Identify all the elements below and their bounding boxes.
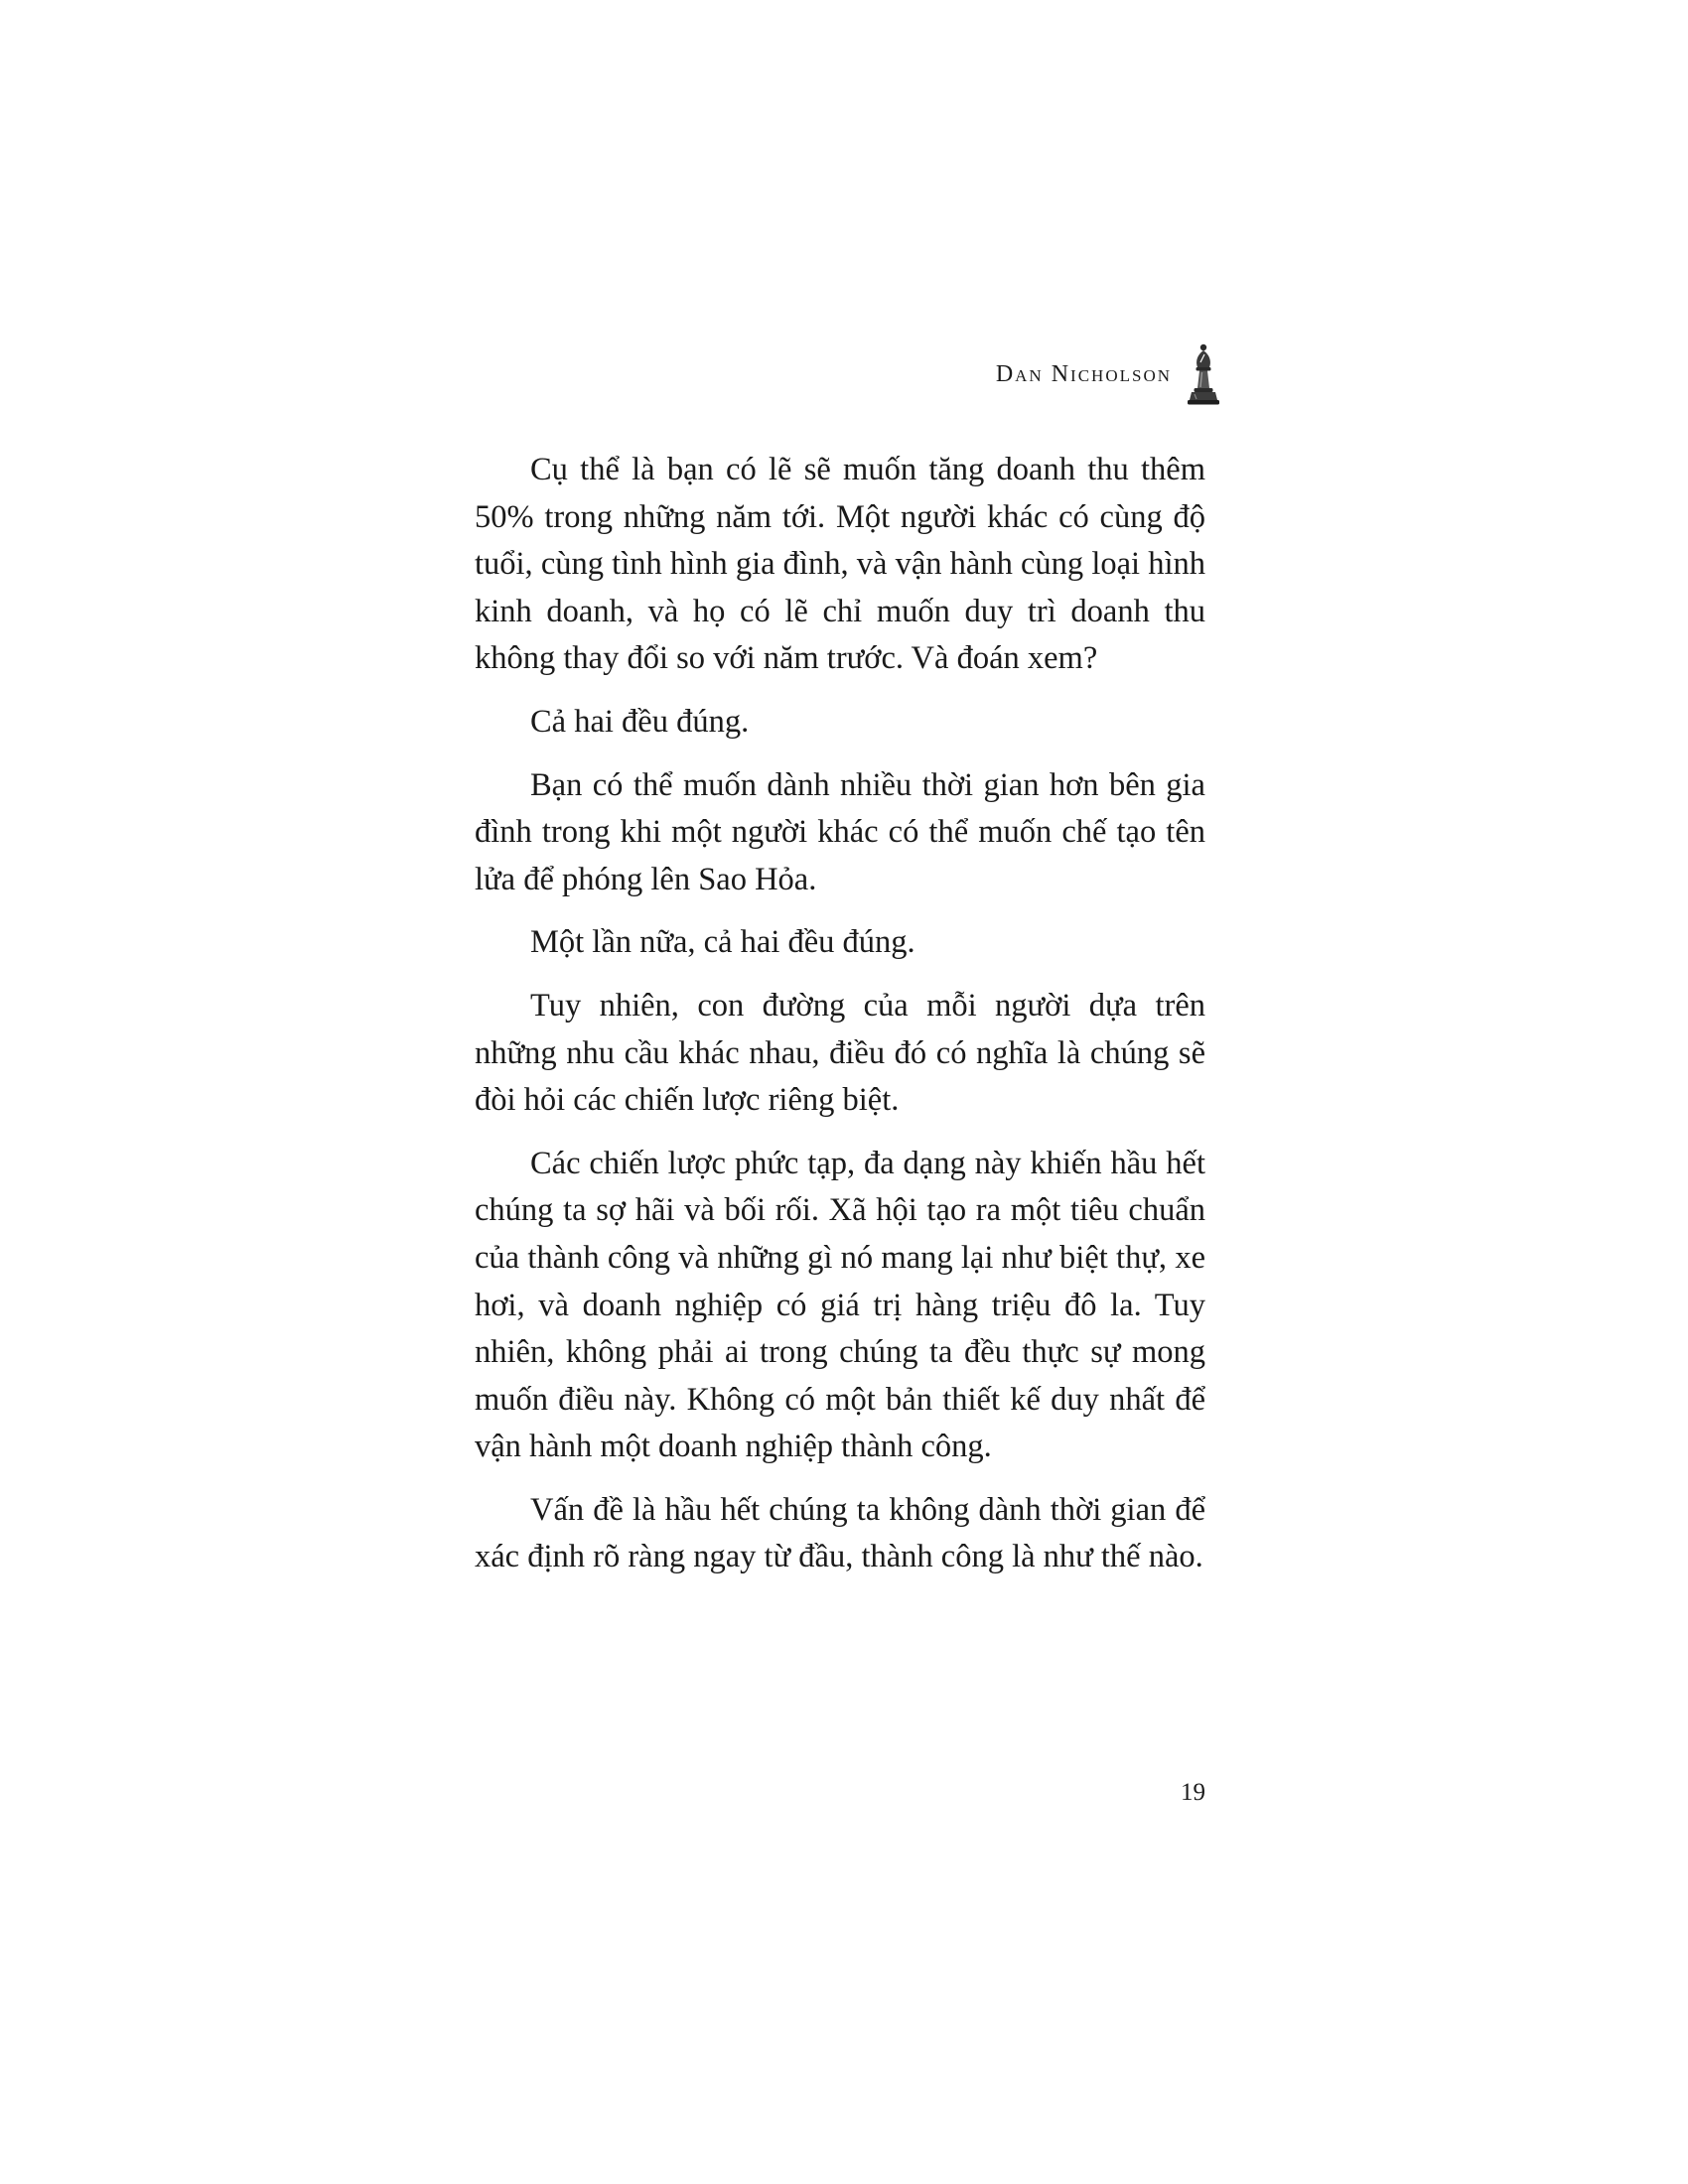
paragraph: Tuy nhiên, con đường của mỗi người dựa trên những nhu cầu khác nhau, điều đó có nghĩa là chúng sẽ đòi hỏi các chiến lược riêng biệt. bbox=[475, 987, 1205, 1119]
paragraph: Các chiến lược phức tạp, đa dạng này khiến hầu hết chúng ta sợ hãi và bối rối. Xã hội tạo ra một tiêu chuẩn của thành công và những gì nó mang lại như biệt thự, xe hơi, và doanh nghiệp có giá trị hàng triệu đô la. Tuy nhiên, không phải ai trong chúng ta đều thực sự mong muốn điều này. Không có một bản thiết kế duy nhất để vận hành một doanh nghiệp thành công. bbox=[475, 1145, 1205, 1465]
header-author: Dan Nicholson bbox=[995, 360, 1172, 387]
running-header bbox=[923, 340, 1221, 409]
paragraph: Vấn đề là hầu hết chúng ta không dành thời gian để xác định rõ ràng ngay từ đầu, thành công là như thế nào. bbox=[475, 1491, 1205, 1575]
page-number: 19 bbox=[1181, 1779, 1205, 1806]
chess-bishop-icon bbox=[1186, 342, 1221, 406]
paragraph: Cả hai đều đúng. bbox=[530, 703, 750, 740]
paragraph: Một lần nữa, cả hai đều đúng. bbox=[530, 924, 915, 961]
body-text bbox=[475, 447, 1205, 1597]
paragraph: Cụ thể là bạn có lẽ sẽ muốn tăng doanh thu thêm 50% trong những năm tới. Một người khác có cùng độ tuổi, cùng tình hình gia đình, và vận hành cùng loại hình kinh doanh, và họ có lẽ chỉ muốn duy trì doanh thu không thay đổi so với năm trước. Và đoán xem? bbox=[475, 452, 1205, 677]
paragraph: Bạn có thể muốn dành nhiều thời gian hơn bên gia đình trong khi một người khác có thể muốn chế tạo tên lửa để phóng lên Sao Hỏa. bbox=[475, 766, 1205, 897]
